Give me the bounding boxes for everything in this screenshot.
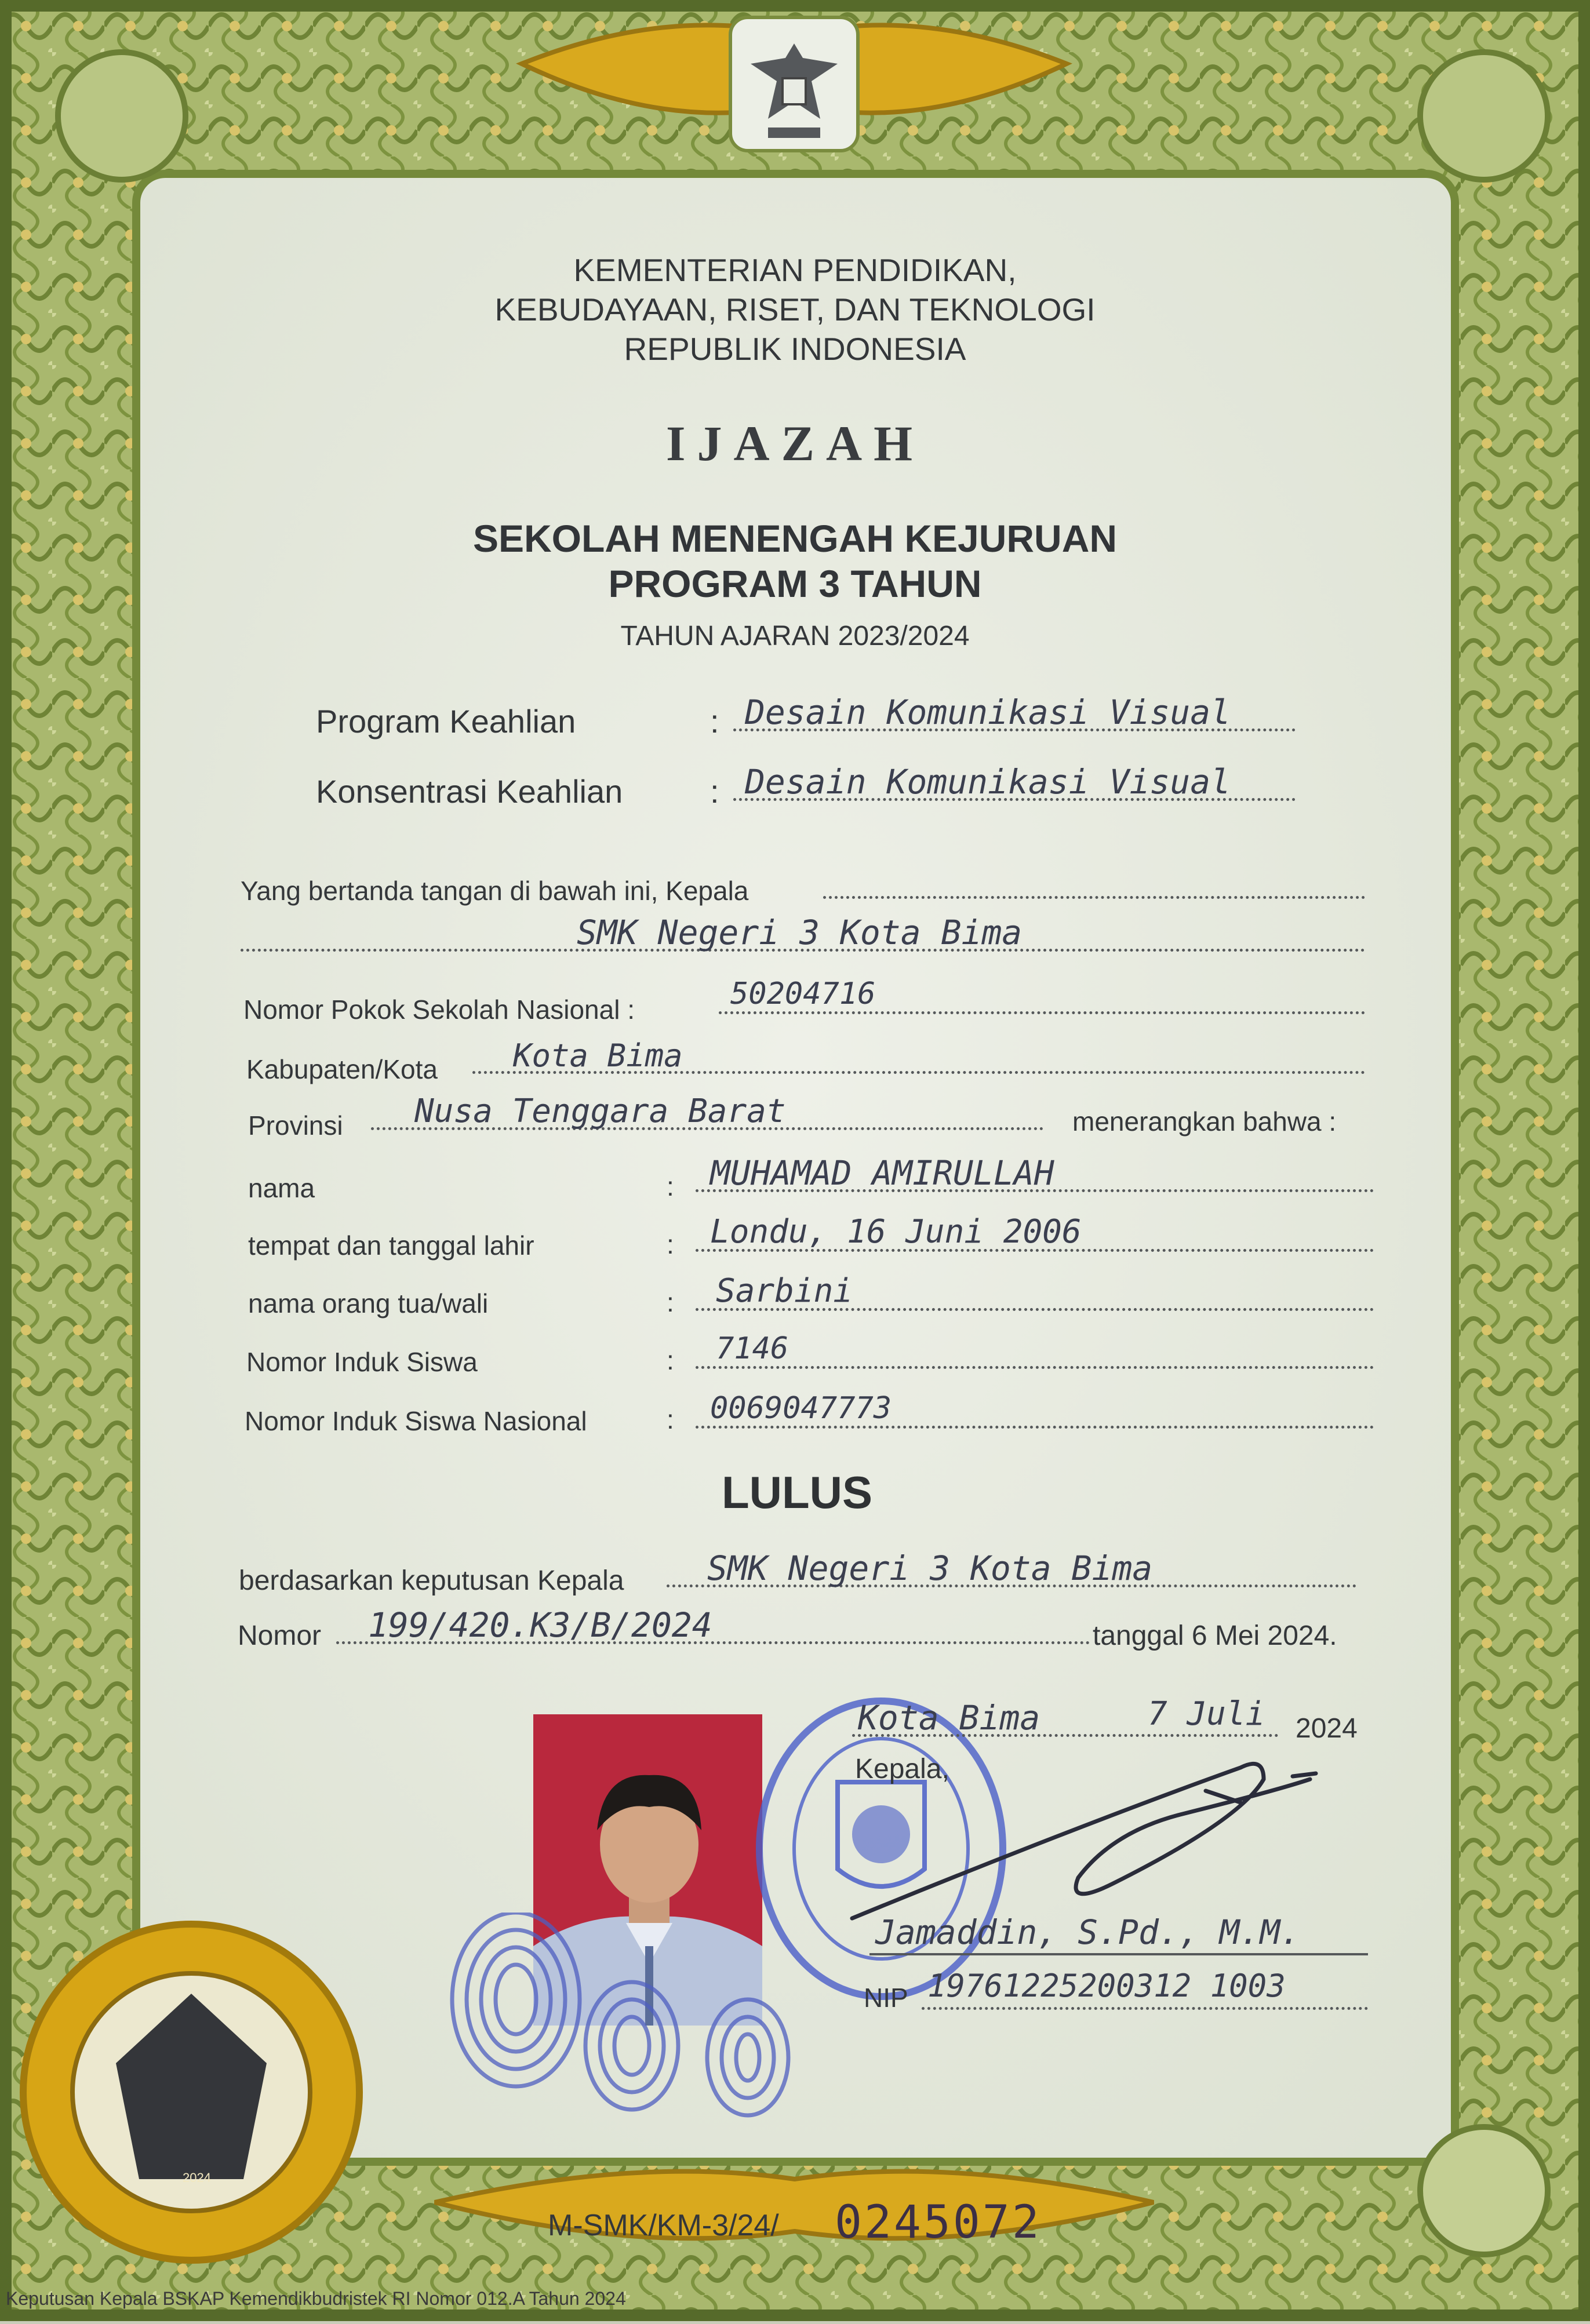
regency-value: Kota Bima (513, 1037, 683, 1074)
student-name-colon: : (667, 1171, 674, 1201)
school-type-line-1: SEKOLAH MENENGAH KEJURUAN (472, 517, 1118, 560)
nis-colon: : (667, 1345, 674, 1375)
nisn-label: Nomor Induk Siswa Nasional (245, 1406, 587, 1436)
ministry-line-3: REPUBLIK INDONESIA (624, 331, 966, 367)
nis-label: Nomor Induk Siswa (246, 1347, 478, 1377)
school-name-value: SMK Negeri 3 Kota Bima (577, 913, 1023, 952)
province-label: Provinsi (248, 1110, 343, 1141)
document-title: IJAZAH (666, 416, 924, 471)
nip-value: 19761225200312 1003 (927, 1968, 1286, 2004)
concentration-label: Konsentrasi Keahlian (316, 773, 623, 810)
birth-colon: : (667, 1229, 674, 1259)
decision-number-label: Nomor (238, 1620, 322, 1651)
npsn-field (719, 977, 1365, 1014)
nisn-colon: : (667, 1404, 674, 1434)
concentration-field (733, 762, 1296, 801)
concentration-colon: : (710, 773, 719, 810)
decision-number-field (336, 1605, 1090, 1644)
birth-value: Londu, 16 Juni 2006 (710, 1213, 1082, 1251)
npsn-value: 50204716 (730, 977, 876, 1011)
nip-label: NIP (864, 1983, 908, 2013)
concentration-value: Desain Komunikasi Visual (745, 762, 1231, 802)
parent-colon: : (667, 1287, 674, 1317)
serial-prefix: M-SMK/KM-3/24/ (548, 2209, 779, 2242)
nip-field (922, 1968, 1368, 2010)
school-type (0, 516, 1590, 606)
result-status: LULUS (722, 1467, 872, 1518)
npsn-label: Nomor Pokok Sekolah Nasional : (243, 995, 635, 1025)
student-name-field (696, 1153, 1374, 1192)
signing-day-month: 7 Juli (1148, 1695, 1265, 1733)
program-field (733, 693, 1296, 731)
nis-value: 7146 (716, 1331, 789, 1366)
province-suffix: menerangkan bahwa : (1072, 1106, 1337, 1136)
signatory-intro: Yang bertanda tangan di bawah ini, Kepala (241, 876, 749, 906)
decision-date: tanggal 6 Mei 2024. (1093, 1620, 1337, 1651)
province-field (371, 1092, 1043, 1130)
academic-year: TAHUN AJARAN 2023/2024 (620, 621, 970, 651)
student-name-value: MUHAMAD AMIRULLAH (710, 1153, 1054, 1193)
parent-field (696, 1272, 1374, 1311)
regency-field (472, 1037, 1365, 1074)
serial-number: 0245072 (835, 2196, 1042, 2249)
ministry-line-2: KEBUDAYAAN, RISET, DAN TEKNOLOGI (494, 292, 1096, 327)
program-colon: : (710, 703, 719, 740)
parent-label: nama orang tua/wali (248, 1288, 489, 1318)
birth-field (696, 1213, 1374, 1252)
nis-field (696, 1330, 1374, 1369)
garuda-emblem-icon (745, 32, 843, 148)
seal-year: 2024 (183, 2170, 211, 2185)
decision-number-value: 199/420.K3/B/2024 (368, 1605, 712, 1645)
ministry-line-1: KEMENTERIAN PENDIDIKAN, (573, 252, 1017, 288)
school-type-line-2: PROGRAM 3 TAHUN (608, 562, 982, 605)
signer-name-line (869, 1913, 1368, 1955)
nisn-field (696, 1390, 1374, 1429)
signing-place: Kota Bima (858, 1698, 1040, 1737)
decision-label: berdasarkan keputusan Kepala (239, 1565, 624, 1596)
nisn-value: 0069047773 (710, 1391, 892, 1426)
program-value: Desain Komunikasi Visual (745, 693, 1231, 732)
signing-role: Kepala, (855, 1754, 949, 1784)
birth-label: tempat dan tanggal lahir (248, 1230, 534, 1261)
ministry-header (0, 250, 1590, 369)
student-name-label: nama (248, 1173, 315, 1203)
regency-label: Kabupaten/Kota (246, 1054, 438, 1084)
signing-year: 2024 (1296, 1713, 1358, 1744)
footer-regulation: Keputusan Kepala BSKAP Kemendikbudristek RI Nomor 012.A Tahun 2024 (6, 2288, 626, 2309)
parent-value: Sarbini (716, 1272, 853, 1310)
signer-name: Jamaddin, S.Pd., M.M. (875, 1913, 1301, 1952)
province-value: Nusa Tenggara Barat (414, 1092, 786, 1130)
program-label: Program Keahlian (316, 703, 576, 740)
signatory-intro-dots (823, 869, 1365, 899)
signature-scribble (835, 1744, 1356, 1936)
decision-school-field (667, 1549, 1356, 1587)
school-name-field (241, 913, 1365, 952)
decision-school-value: SMK Negeri 3 Kota Bima (707, 1549, 1153, 1588)
